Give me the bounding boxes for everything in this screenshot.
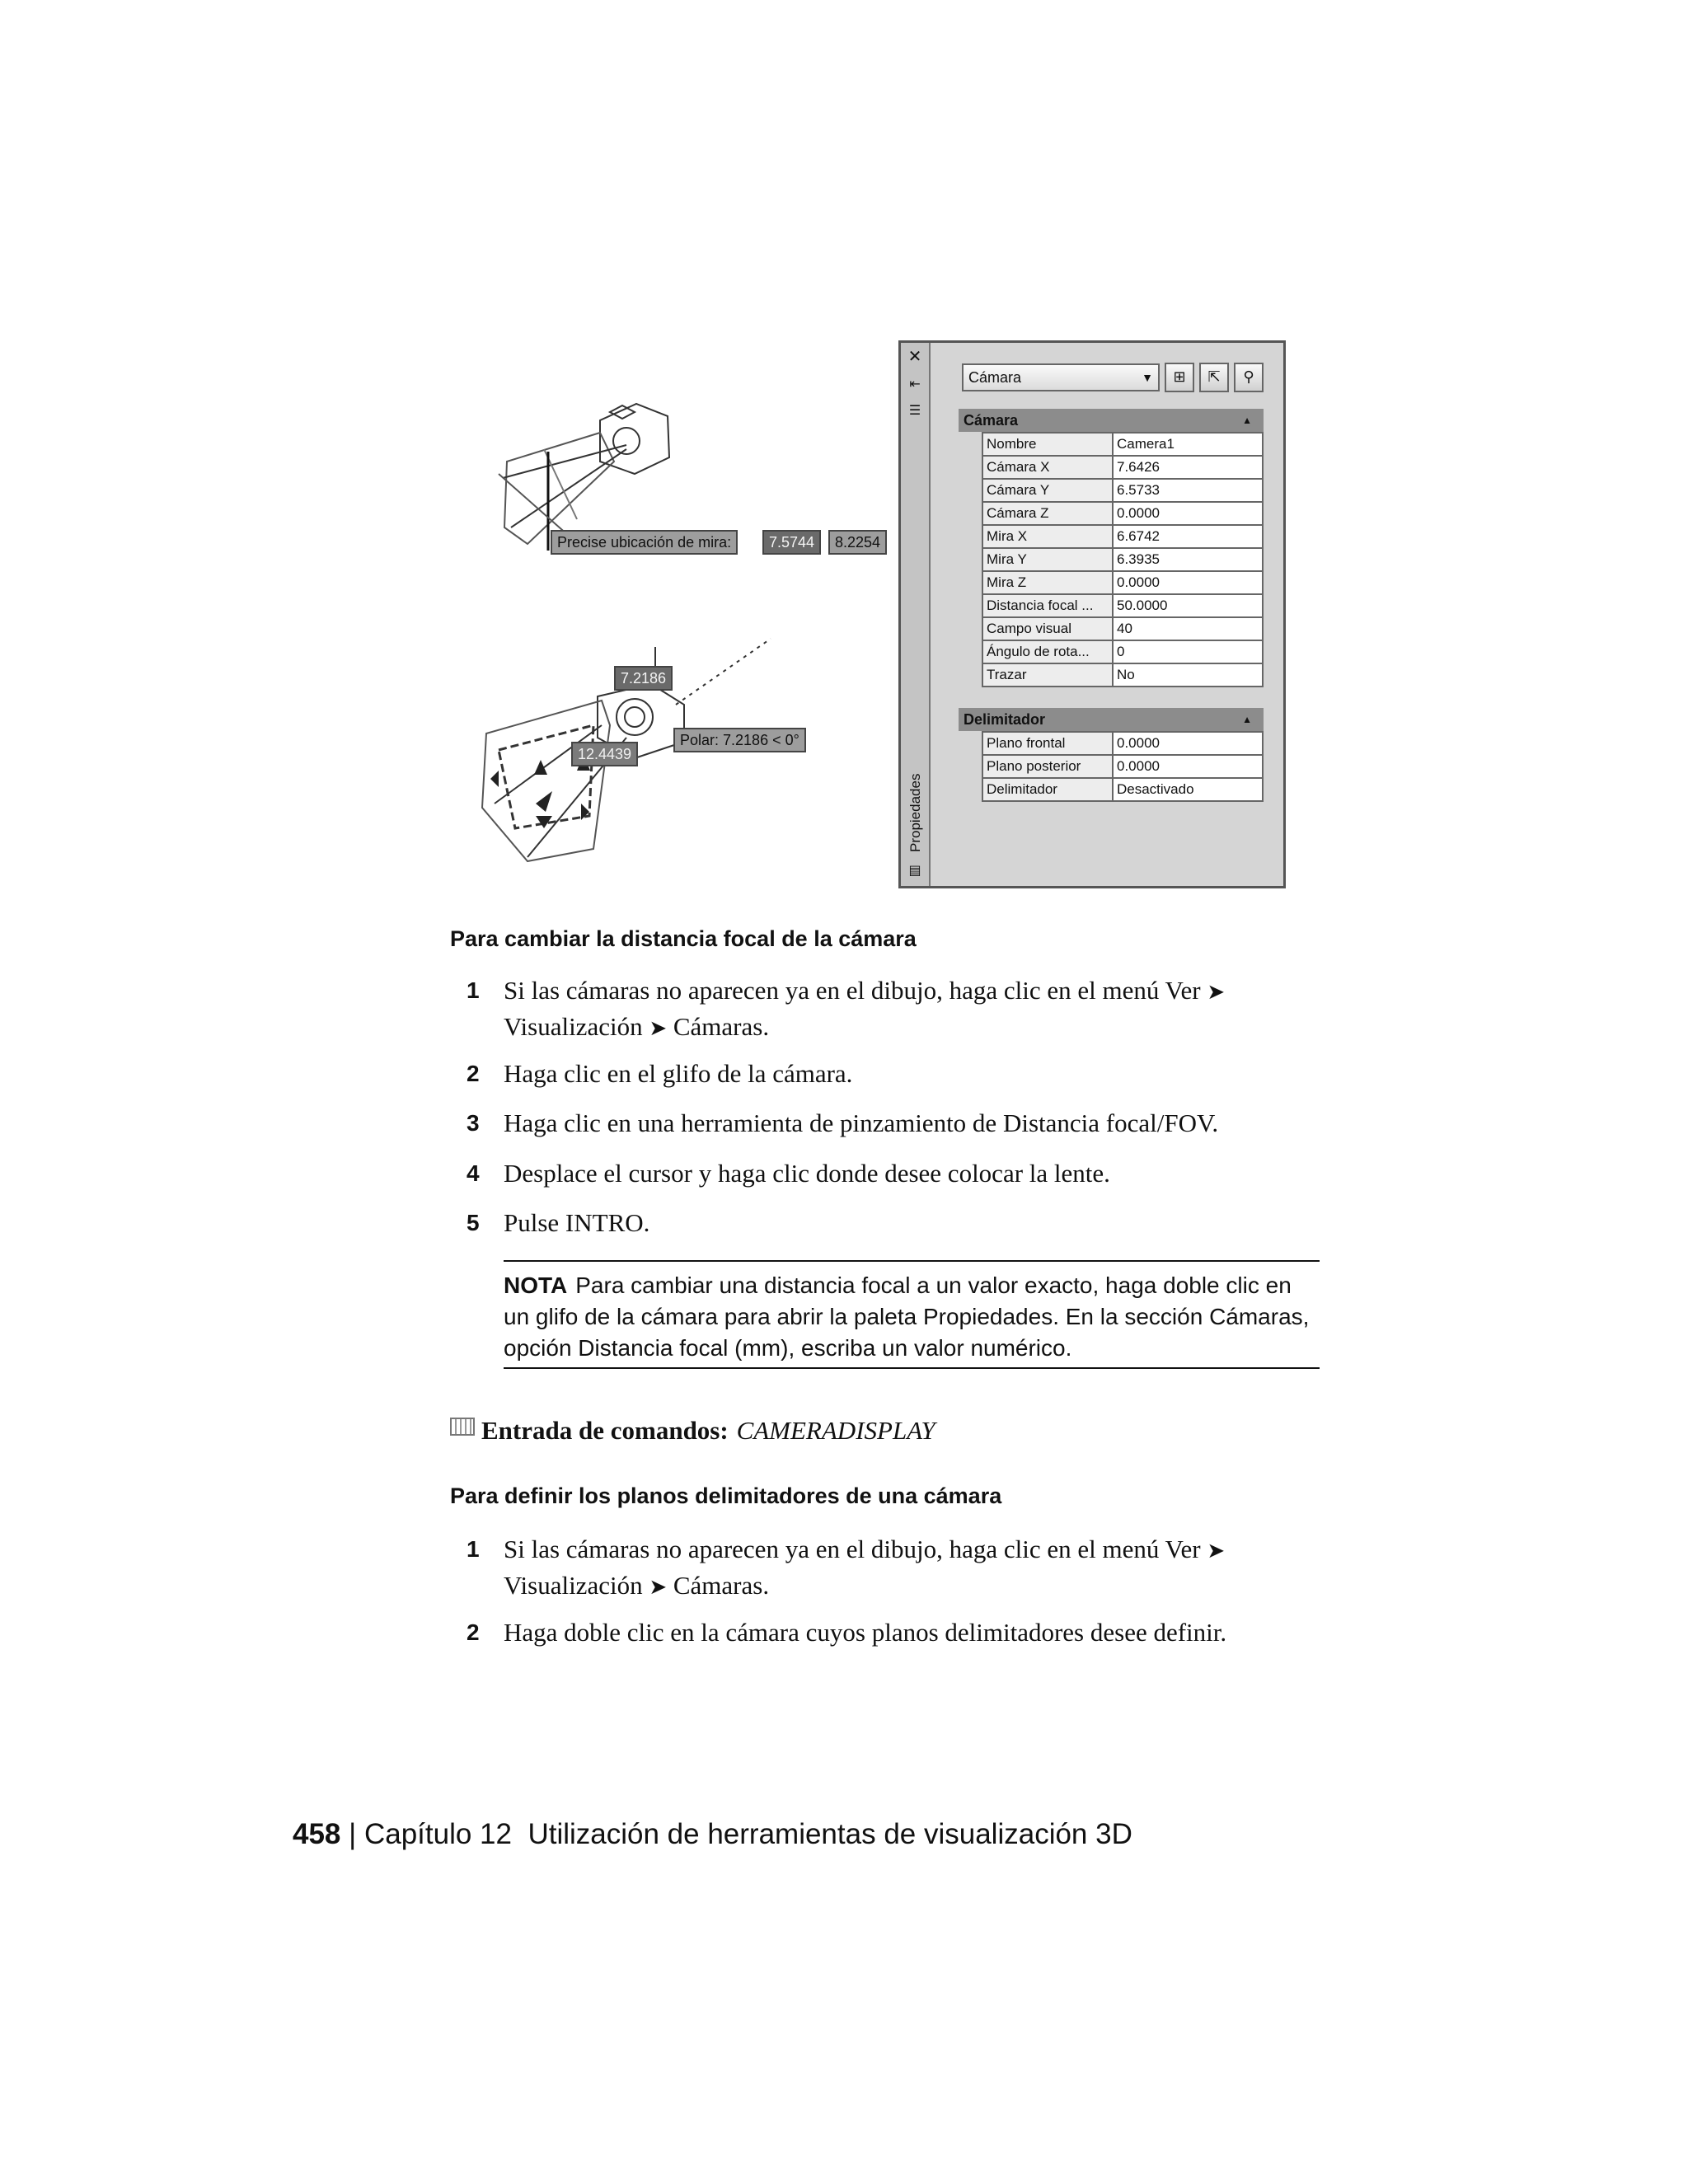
select-objects-icon[interactable]: ⇱ (1199, 363, 1229, 392)
section-header-clipping[interactable] (959, 708, 1264, 731)
step-text-line2b: Cámaras. (673, 1012, 770, 1041)
step-text-line1: Si las cámaras no aparecen ya en el dibujo, haga clic en el menú Ver (504, 976, 1201, 1005)
property-value[interactable]: 6.6742 (1113, 525, 1263, 548)
property-value[interactable]: Desactivado (1113, 778, 1263, 801)
section-header-camera[interactable] (959, 409, 1264, 432)
table-row[interactable] (982, 479, 1263, 502)
object-type-value: Cámara (968, 369, 1022, 386)
section-title-camera: Cámara (964, 412, 1019, 429)
chapter-number: Capítulo 12 (363, 1818, 512, 1850)
property-name: Ángulo de rota... (982, 640, 1113, 663)
property-name: Mira Y (982, 548, 1113, 571)
procedure-heading: Para definir los planos delimitadores de una cámara (450, 1483, 1002, 1508)
step-text: Desplace el cursor y haga clic donde desee colocar la lente. (504, 1159, 1110, 1188)
property-value[interactable]: 6.5733 (1113, 479, 1263, 502)
chevron-down-icon: ▼ (1142, 371, 1153, 384)
property-value[interactable]: 40 (1113, 617, 1263, 640)
quick-select-icon[interactable]: ⊞ (1165, 363, 1194, 392)
property-value[interactable]: 0.0000 (1113, 732, 1263, 755)
procedure-heading: Para cambiar la distancia focal de la cámara (450, 926, 917, 951)
properties-palette (898, 340, 1286, 888)
property-name: Mira Z (982, 571, 1113, 594)
properties-menu-icon[interactable]: ☰ (908, 402, 921, 418)
table-row[interactable] (982, 456, 1263, 479)
arrow-icon: ➤ (649, 1016, 668, 1041)
step-number: 2 (467, 1619, 480, 1645)
step-text: Haga clic en una herramienta de pinzamiento de Distancia focal/FOV. (504, 1108, 1219, 1137)
step-text-line2a: Visualización (504, 1012, 643, 1041)
table-row[interactable] (982, 594, 1263, 617)
autohide-icon[interactable]: ⇤ (909, 376, 921, 391)
property-name: Campo visual (982, 617, 1113, 640)
command-value: CAMERADISPLAY (736, 1416, 935, 1445)
look-y-input[interactable]: 8.2254 (828, 530, 887, 555)
step-text: Haga clic en el glifo de la cámara. (504, 1059, 853, 1088)
arrow-icon: ➤ (649, 1575, 668, 1600)
table-row[interactable] (982, 732, 1263, 755)
property-value[interactable]: 0.0000 (1113, 571, 1263, 594)
property-name: Cámara Y (982, 479, 1113, 502)
property-name: Delimitador (982, 778, 1113, 801)
table-row[interactable] (982, 778, 1263, 801)
camera-properties-table (982, 432, 1264, 687)
step-number: 1 (467, 977, 480, 1003)
palette-side-title: Propiedades (907, 773, 923, 852)
note-box (504, 1260, 1320, 1369)
camera-body-top (600, 404, 669, 474)
object-type-select[interactable] (962, 363, 1160, 391)
chapter-title: Utilización de herramientas de visualización 3D (528, 1818, 1132, 1850)
property-name: Mira X (982, 525, 1113, 548)
table-row[interactable] (982, 640, 1263, 663)
table-row[interactable] (982, 548, 1263, 571)
page-number: 458 (293, 1818, 341, 1850)
step-number: 5 (467, 1210, 480, 1235)
property-value[interactable]: No (1113, 663, 1263, 687)
step-text: Pulse INTRO. (504, 1208, 650, 1237)
table-row[interactable] (982, 502, 1263, 525)
property-value[interactable]: 6.3935 (1113, 548, 1263, 571)
footer-separator: | (349, 1818, 357, 1850)
property-value[interactable]: Camera1 (1113, 433, 1263, 456)
property-name: Plano frontal (982, 732, 1113, 755)
property-name: Cámara Z (982, 502, 1113, 525)
command-entry (450, 1416, 935, 1446)
table-row[interactable] (982, 525, 1263, 548)
pickadd-icon[interactable]: ⚲ (1234, 363, 1264, 392)
property-name: Distancia focal ... (982, 594, 1113, 617)
dimension-input-top[interactable]: 7.2186 (614, 666, 673, 691)
table-row[interactable] (982, 755, 1263, 778)
section-title-clipping: Delimitador (964, 711, 1046, 728)
palette-settings-icon[interactable]: ▤ (908, 862, 921, 878)
page-footer (293, 1818, 1132, 1851)
property-value[interactable]: 0.0000 (1113, 502, 1263, 525)
command-label: Entrada de comandos: (481, 1416, 729, 1445)
property-value[interactable]: 7.6426 (1113, 456, 1263, 479)
step-text-line1: Si las cámaras no aparecen ya en el dibujo, haga clic en el menú Ver (504, 1535, 1201, 1563)
collapse-icon[interactable]: ▲ (1242, 714, 1252, 725)
figure (0, 0, 1688, 907)
camera-drawing-svg (0, 0, 898, 907)
dimension-input-left[interactable]: 12.4439 (571, 742, 638, 766)
step-number: 4 (467, 1160, 480, 1186)
property-value[interactable]: 50.0000 (1113, 594, 1263, 617)
note-label: NOTA (504, 1272, 568, 1298)
property-value[interactable]: 0 (1113, 640, 1263, 663)
step-number: 3 (467, 1110, 480, 1136)
property-name: Plano posterior (982, 755, 1113, 778)
step-text (504, 973, 1320, 1046)
property-name: Nombre (982, 433, 1113, 456)
property-value[interactable]: 0.0000 (1113, 755, 1263, 778)
look-x-input[interactable]: 7.5744 (762, 530, 821, 555)
arrow-icon: ➤ (1207, 980, 1226, 1005)
camera-viewfinder-top (610, 405, 635, 419)
clipping-properties-table (982, 731, 1264, 802)
look-location-tooltip: Precise ubicación de mira: (551, 530, 738, 555)
property-name: Trazar (982, 663, 1113, 687)
step-number: 1 (467, 1536, 480, 1562)
polar-tooltip: Polar: 7.2186 < 0° (673, 728, 806, 752)
table-row[interactable] (982, 571, 1263, 594)
table-row[interactable] (982, 433, 1263, 456)
note-text: Para cambiar una distancia focal a un valor exacto, haga doble clic en un glifo de la cámara para abrir la paleta Propiedades. En la sección Cámaras, opción Distancia focal (mm), escriba un valor numérico. (504, 1272, 1310, 1361)
table-row[interactable] (982, 617, 1263, 640)
keyboard-icon (450, 1418, 475, 1436)
step-text-line2b: Cámaras. (673, 1571, 770, 1600)
table-row[interactable] (982, 663, 1263, 687)
property-name: Cámara X (982, 456, 1113, 479)
step-text-line2a: Visualización (504, 1571, 643, 1600)
close-icon[interactable]: ✕ (907, 346, 922, 366)
step-text: Haga doble clic en la cámara cuyos planos delimitadores desee definir. (504, 1618, 1227, 1647)
step-number: 2 (467, 1061, 480, 1086)
step-text (504, 1532, 1320, 1605)
arrow-icon: ➤ (1207, 1539, 1226, 1563)
collapse-icon[interactable]: ▲ (1242, 415, 1252, 426)
